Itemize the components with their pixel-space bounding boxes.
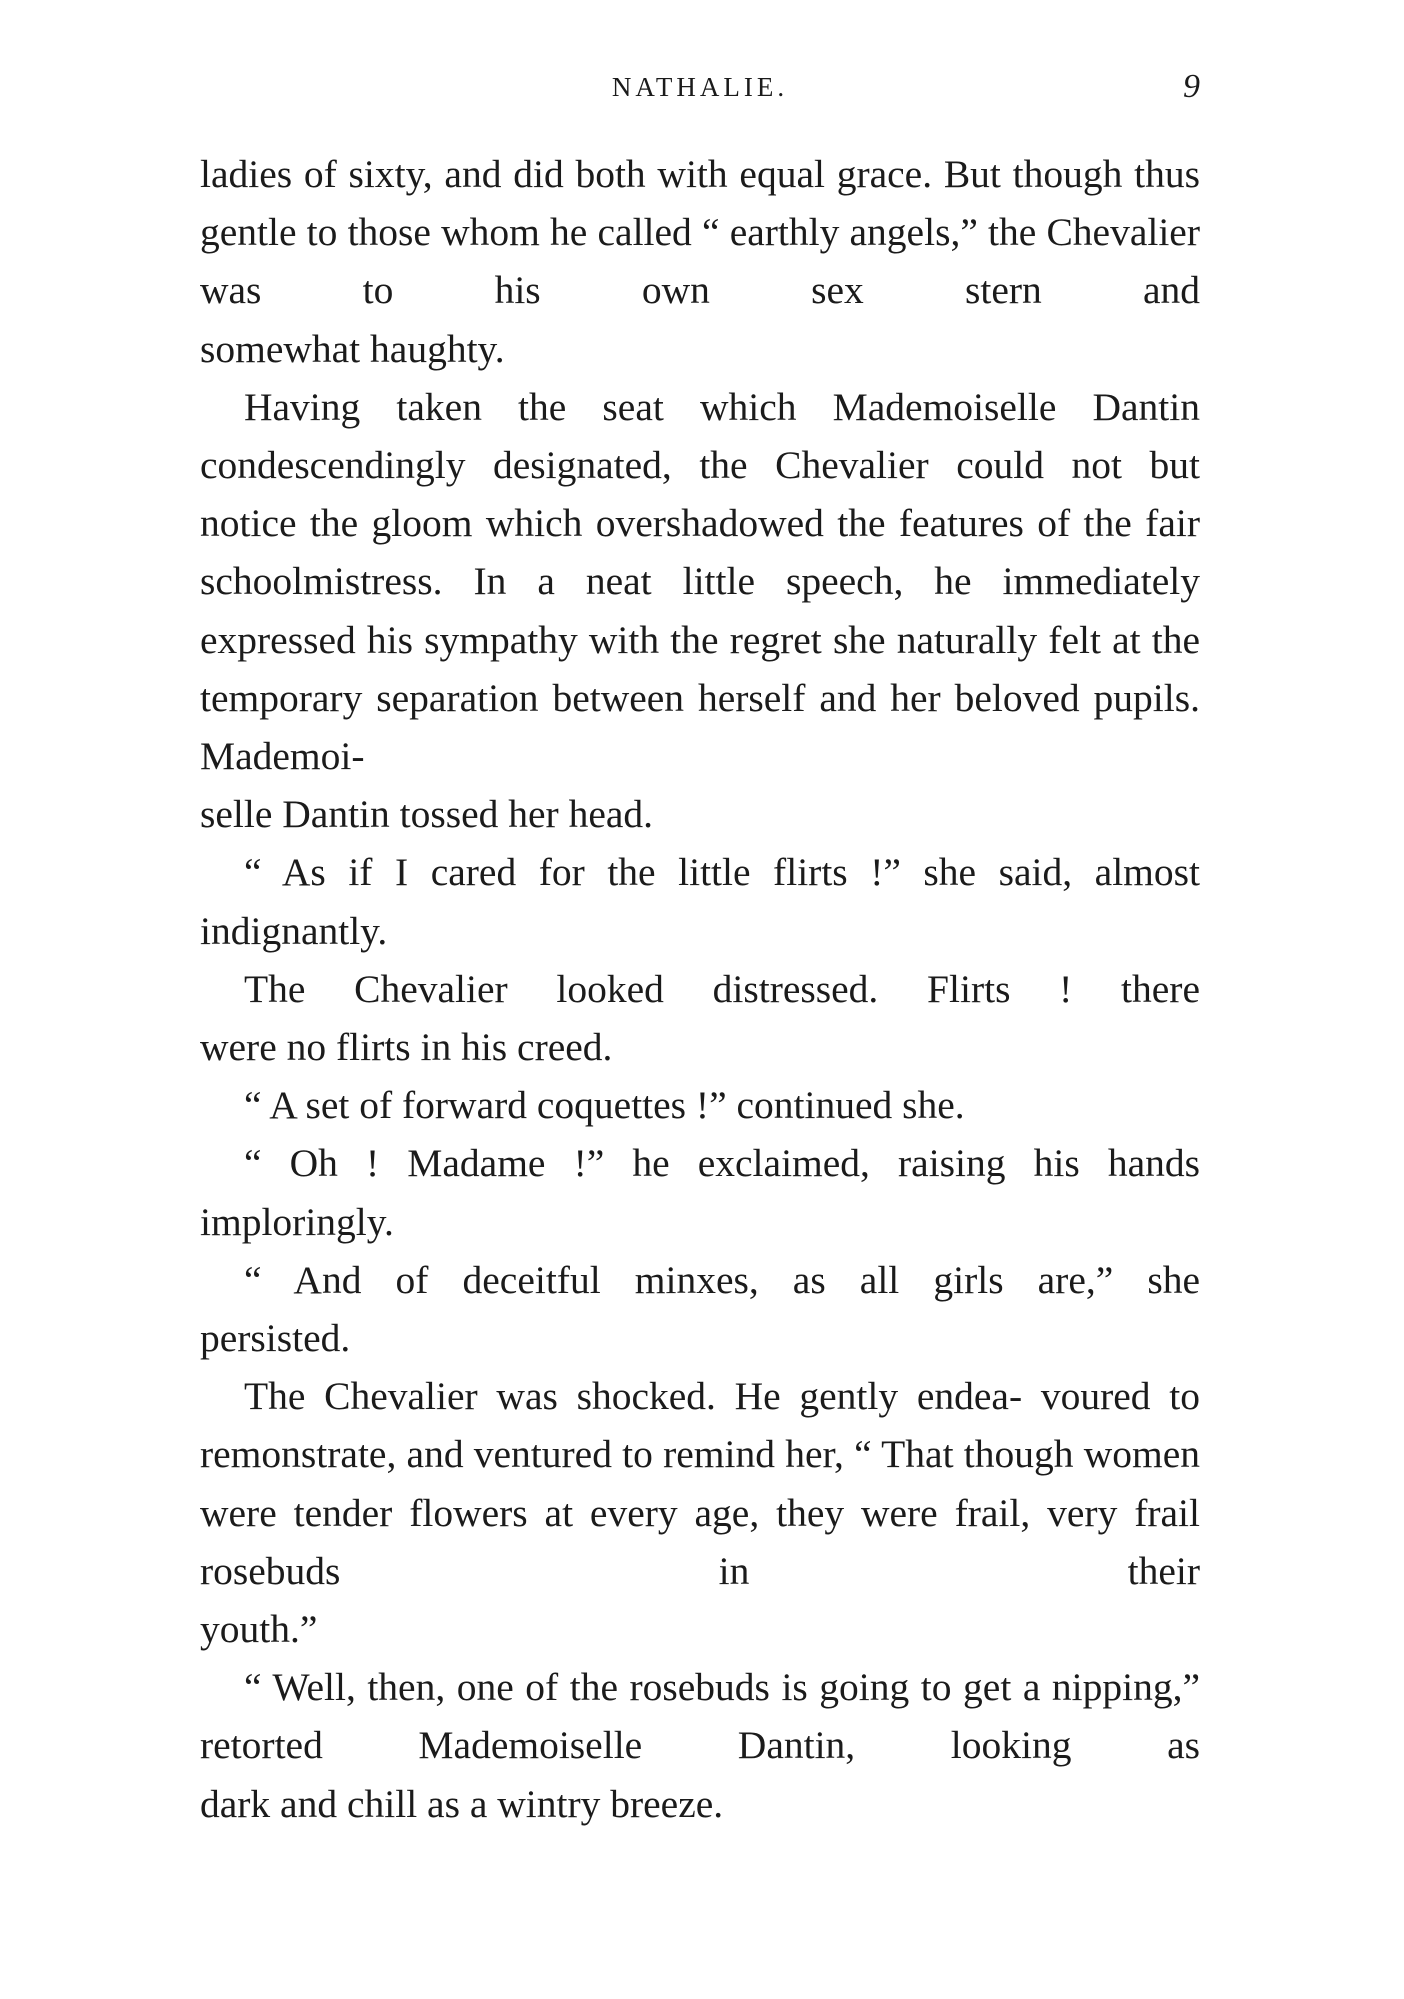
paragraph-7-lines: “ And of deceitful minxes, as all girls are,” she: [244, 1257, 1200, 1302]
body-text: [200, 145, 1200, 1833]
paragraph-3-lines: “ As if I cared for the little flirts !” she said, almost: [244, 850, 1200, 895]
paragraph-6: [200, 1134, 1200, 1250]
paragraph-8-lines: The Chevalier was shocked. He gently endea- voured to remonstrate, and ventured to remind her, “ That though women were tender flowers at every age, they were frail, very frail rosebuds in their: [200, 1374, 1200, 1593]
paragraph-7-last-line: persisted.: [200, 1316, 351, 1361]
running-title: NATHALIE.: [611, 72, 789, 102]
paragraph-9: [200, 1658, 1200, 1833]
paragraph-4-last-line: were no flirts in his creed.: [200, 1025, 613, 1070]
paragraph-4: [200, 960, 1200, 1076]
paragraph-3-last-line: indignantly.: [200, 908, 388, 953]
paragraph-7: [200, 1251, 1200, 1367]
paragraph-1: [200, 145, 1200, 378]
paragraph-4-lines: The Chevalier looked distressed. Flirts ! there: [244, 966, 1200, 1011]
paragraph-2-last-line: selle Dantin tossed her head.: [200, 792, 654, 837]
paragraph-9-last-line: dark and chill as a wintry breeze.: [200, 1781, 724, 1826]
paragraph-2: [200, 378, 1200, 844]
paragraph-5-last-line: “ A set of forward coquettes !” continued she.: [244, 1083, 965, 1128]
paragraph-3: [200, 843, 1200, 959]
paragraph-8: [200, 1367, 1200, 1658]
paragraph-5: [200, 1076, 1200, 1134]
paragraph-8-last-line: youth.”: [200, 1607, 318, 1652]
paragraph-1-last-line: somewhat haughty.: [200, 326, 505, 371]
paragraph-1-lines: ladies of sixty, and did both with equal grace. But though thus gentle to those whom he called “ earthly angels,” the Chevalier was to his own sex stern and: [200, 152, 1200, 313]
page-number: 9: [1183, 68, 1200, 105]
paragraph-6-last-line: imploringly.: [200, 1199, 394, 1244]
running-head: [200, 68, 1200, 112]
paragraph-6-lines: “ Oh ! Madame !” he exclaimed, raising his hands: [244, 1141, 1200, 1186]
paragraph-2-lines: Having taken the seat which Mademoiselle Dantin condescendingly designated, the Chevalier could not but notice the gloom which overshadowed the features of the fair schoolmistress. In a neat little speech, he immediately expressed his sympathy with the regret she naturally felt at the temporary separation between herself and her beloved pupils. Mademoi-: [200, 384, 1200, 779]
paragraph-9-lines: “ Well, then, one of the rosebuds is going to get a nipping,” retorted Mademoiselle Dantin, looking as: [200, 1665, 1200, 1768]
